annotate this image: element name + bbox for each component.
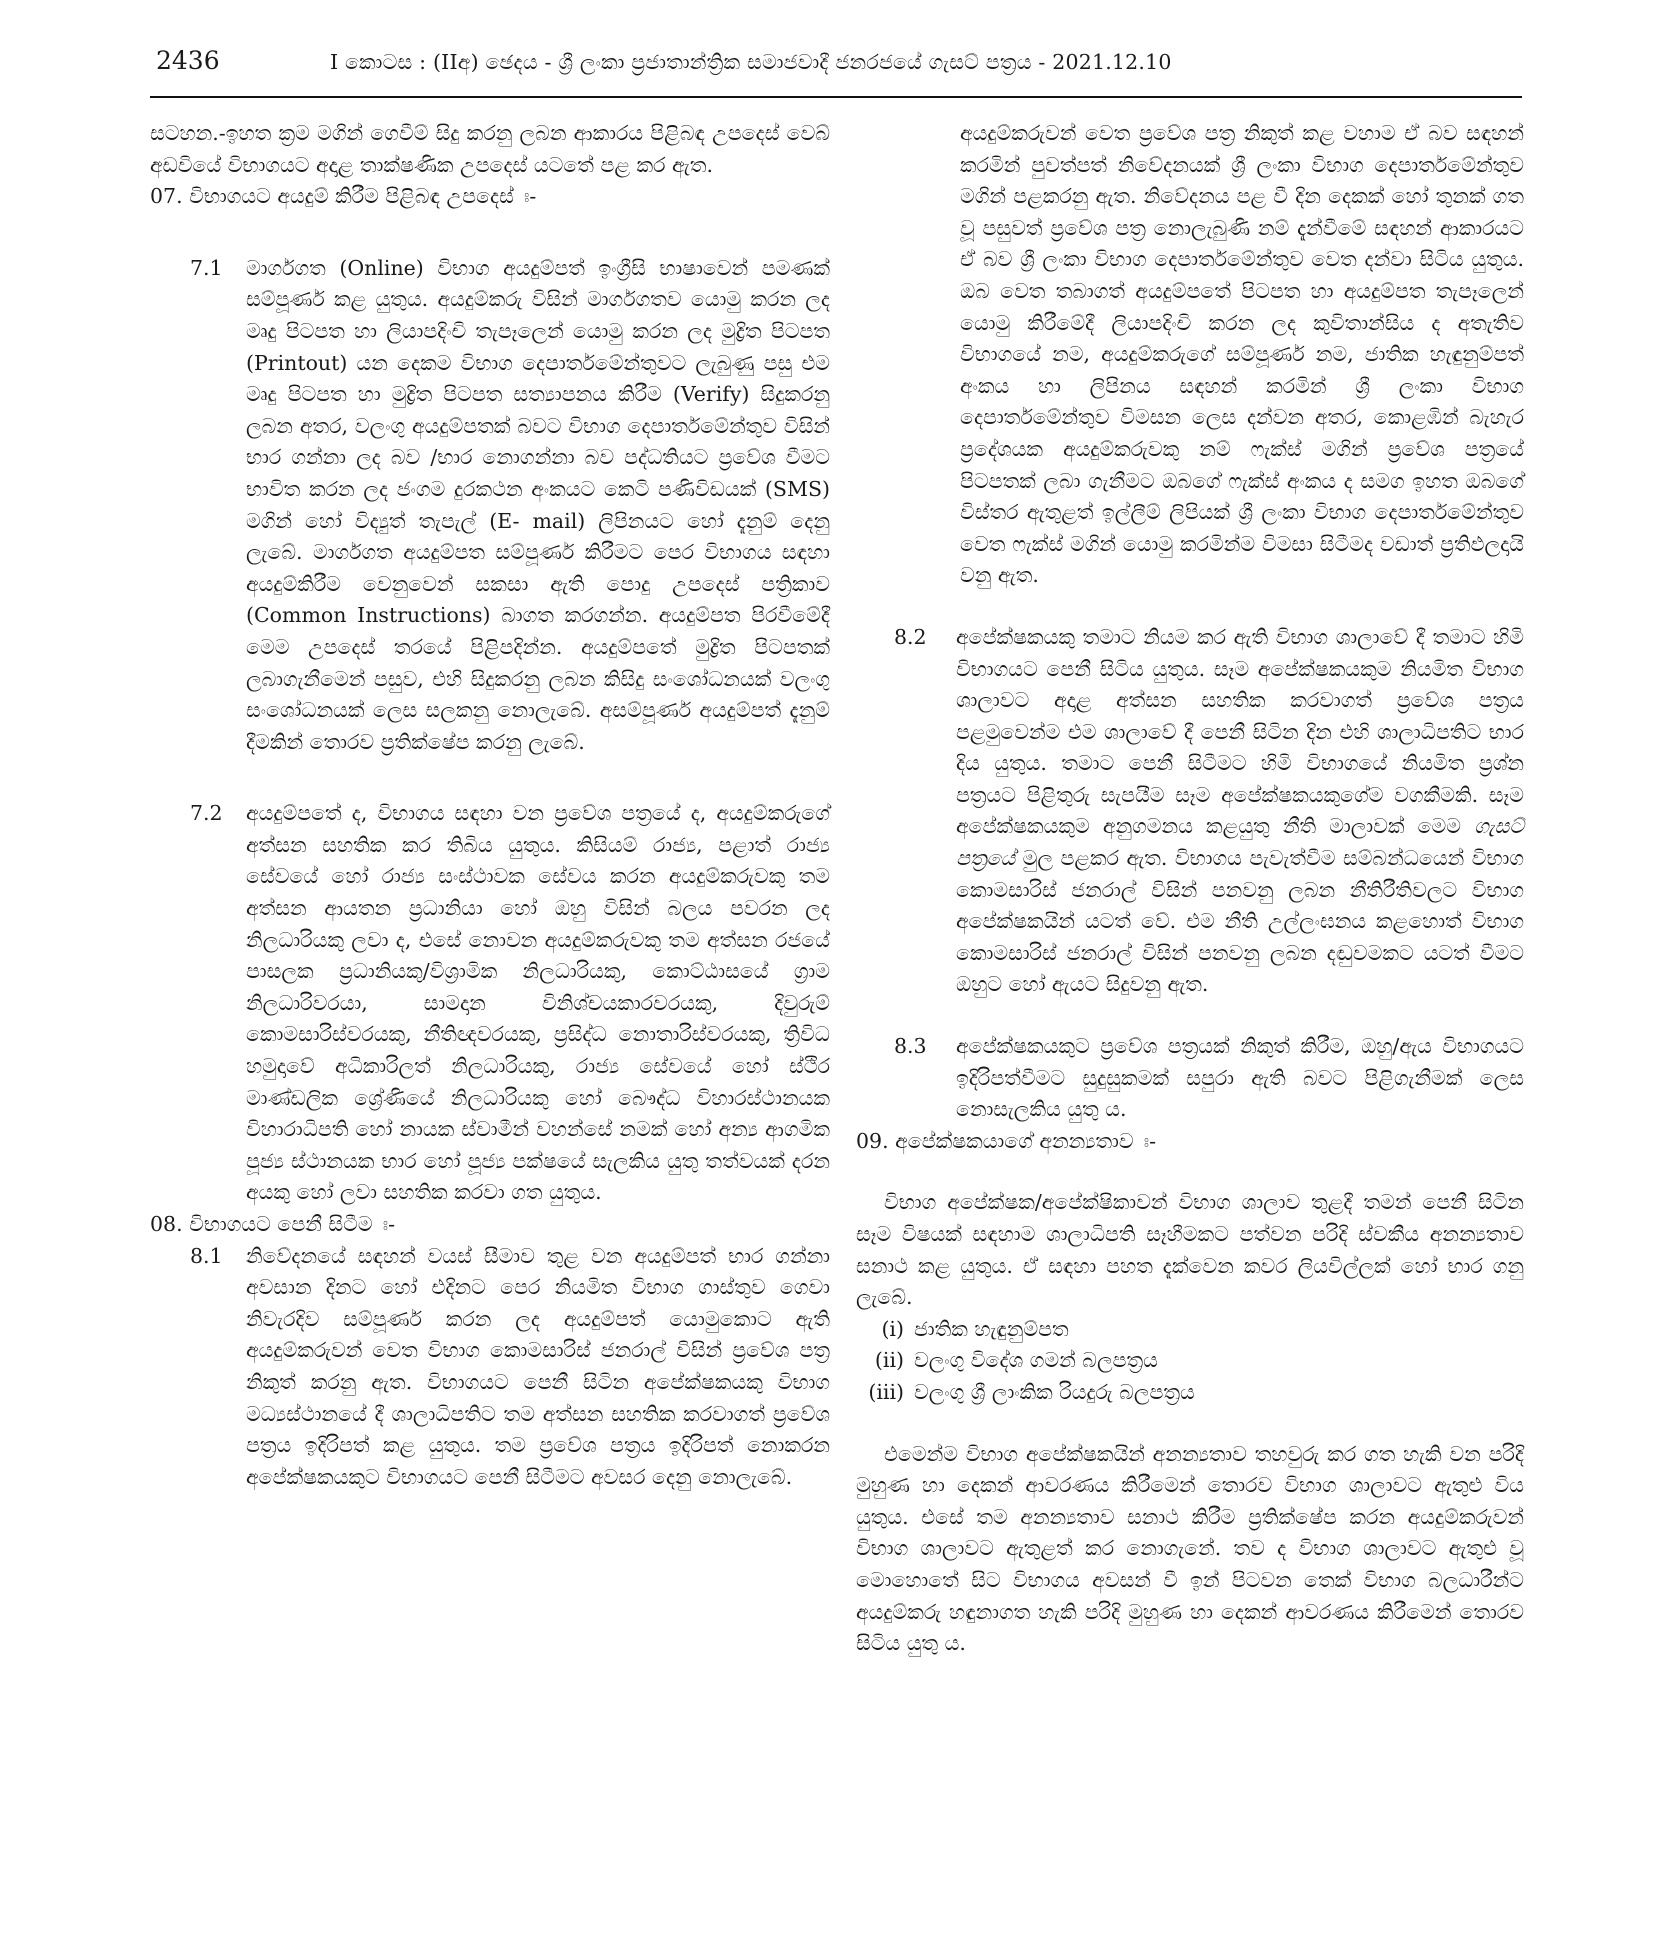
section-7-2 xyxy=(150,798,830,1209)
right-column xyxy=(856,118,1524,1660)
running-title: I කොටස : (IIඅ) ඡෙදය - ශ්‍රී ලංකා ප්‍රජාතාන්ත්‍රික සමාජවාදී ජනරජයේ ගැසට් පත්‍රය - 2021.12.10 xyxy=(330,50,1172,74)
section-08-heading: 08. විභාගයට පෙනී සිටීම ඃ- xyxy=(150,1212,395,1236)
section-8-3 xyxy=(856,1031,1524,1126)
left-column xyxy=(150,118,830,1493)
page-number: 2436 xyxy=(156,46,220,75)
section-text: අයදුම්කරුවන් වෙත ප්‍රවේශ පත්‍ර නිකුත් කළ වහාම ඒ බව සඳහන් කරමින් පුවත්පත් නිවේදනයක් ශ්‍රී ලංකා විභාග දෙපාර්තමේන්තුව මගින් පළකරනු ඇත. නිවේදනය පළ වී දින දෙකක් හෝ තුනක් ගත වූ පසුවත් ප්‍රවේශ පත්‍ර නොලැබුණි නම් දැන්වීමේ සඳහන් ආකාරයට ඒ බව ශ්‍රී ලංකා විභාග දෙපාර්තමේන්තුව වෙත දන්වා සිටිය යුතුය. ඔබ වෙත තබාගත් අයදුම්පතේ පිටපත හා අයදුම්පත තැපෑලෙන් යොමු කිරීමේදී ලියාපදිංචි කරන ලද කුවිතාන්සිය ද අතැතිව විභාගයේ නම, අයදුම්කරුගේ සම්පූර්ණ නම, ජාතික හැඳුනුම්පත් අංකය හා ලිපිනය සඳහන් කරමින් ශ්‍රී ලංකා විභාග දෙපාර්තමේන්තුව විමසන ලෙස දන්වන අතර, කොළඹින් බැහැර ප්‍රදේශයක අයදුම්කරුවකු නම් ෆැක්ස් මගින් ප්‍රවේශ පත්‍රයේ පිටපතක් ලබා ගැනීමට ඔබගේ ෆැක්ස් අංකය ද සමග ඉහත ඔබගේ විස්තර ඇතුළත් ඉල්ලීම් ලිපියක් ශ්‍රී ලංකා විභාග දෙපාර්තමේන්තුව වෙත ෆැක්ස් මගින් යොමු කරමින්ම විමසා සිටීමද වඩාත් ප්‍රතිඵලදායි වනු ඇත. xyxy=(960,121,1524,588)
section-number: 7.2 xyxy=(190,801,223,826)
identity-paragraph-2: එමෙන්ම විභාග අපේක්ෂකයින් අනන්‍යතාව තහවුරු කර ගත හැකි වන පරිදි මුහුණ හා දෙකන් ආවරණය කිරීමෙන් තොරව විභාග ශාලාවට ඇතුළු විය යුතුය. එසේ තම අනන්‍යතාව සනාථ කිරීම ප්‍රතික්ෂේප කරන අයදුම්කරුවන් විභාග ශාලාවට ඇතුළත් කර නොගැනේ. තව ද විභාග ශාලාවට ඇතුළු වූ මොහොතේ සිට විභාගය අවසන් වී ඉන් පිටවන තෙක් විභාග බලධාරීන්ට අයදුම්කරු හඳුනාගත හැකි පරිදි මුහුණ හා දෙකන් ආවරණය කිරීමෙන් තොරව සිටිය යුතු ය. xyxy=(856,1441,1524,1656)
header-rule xyxy=(150,96,1522,98)
section-text: අපේක්ෂකයකුට ප්‍රවේශ පත්‍රයක් නිකුත් කිරීම, ඔහු/ඇය විභාගයට ඉදිරිපත්වීමට සුදුසුකමක් සපුරා ඇති බවට පිළිගැනීමක් ලෙස නොසැලකිය යුතු ය. xyxy=(956,1034,1524,1122)
section-text: මාර්ගගත (Online) විභාග අයදුම්පත් ඉංග්‍රීසි භාෂාවෙන් පමණක් සම්පූර්ණ කළ යුතුය. අයදුම්කරු විසින් මාර්ගගතව යොමු කරන ලද මෘදු පිටපත හා ලියාපදිංචි තැපෑලෙන් යොමු කරන ලද මුද්‍රිත පිටපත (Printout) යන දෙකම විභාග දෙපාර්තමේන්තුවට ලැබුණු පසු එම මෘදු පිටපත හා මුද්‍රිත පිටපත සත්‍යාපනය කිරීම (Verify) සිදුකරනු ලබන අතර, වලංගු අයදුම්පතක් බවට විභාග දෙපාර්තමේන්තුව විසින් භාර ගන්නා ලද බව /භාර නොගන්නා බව පද්ධතියට ප්‍රවේශ වීමට භාවිත කරන ලද ජංගම දුරකථන අංකයට කෙටි පණිවිඩයක් (SMS) මගින් හෝ විද්‍යුත් තැපැල් (E- mail) ලිපිනයට හෝ දැනුම් දෙනු ලැබේ. මාර්ගගත අයදුම්පත සම්පූර්ණ කිරීමට පෙර විභාගය සඳහා අයදුම්කිරීම වෙනුවෙන් සකසා ඇති පොදු උපදෙස් පත්‍රිකාව (Common Instructions) බාගත කරගන්න. අයදුම්පත පිරවීමේදී මෙම උපදෙස් තරයේ පිළිපදින්න. අයදුම්පතේ මුද්‍රිත පිටපතක් ලබාගැනීමෙන් පසුව, එහි සිදුකරනු ලබන කිසිදු සංශෝධනයක් වලංගු සංශෝධනයක් ලෙස සලකනු නොලැබේ. අසම්පූර්ණ අයදුම්පත් දැනුම් දීමකින් තොරව ප්‍රතික්ෂේප කරනු ලැබේ. xyxy=(246,255,830,754)
section-text-b: මුල පළකර ඇත. විභාගය පැවැත්වීම සම්බන්ධයෙන් විභාග කොමසාරිස් ජනරාල් විසින් පනවනු ලබන නීතිරීතිවලට විභාග අපේක්ෂකයින් යටත් වේ. එම නීති උල්ලංඝනය කළහොත් විභාග කොමසාරිස් ජනරාල් විසින් පනවනු ලබන දඬුවමකට යටත් වීමට ඔහුට හෝ ඇයට සිදුවනු ඇත. xyxy=(956,846,1524,997)
section-7-1 xyxy=(150,253,830,759)
list-item: (ii) වලංගු විදේශ ගමන් බලපත්‍රය xyxy=(874,1348,1158,1373)
section-8-1-continued xyxy=(856,118,1524,592)
section-number: 8.2 xyxy=(894,624,927,649)
section-8-1 xyxy=(150,1241,830,1494)
section-8-2 xyxy=(856,622,1524,1001)
section-09-heading: 09. අපේක්ෂකයාගේ අනන්‍යතාව ඃ- xyxy=(856,1128,1156,1153)
section-number: 8.1 xyxy=(190,1243,223,1268)
gazette-emphasis: ගැසට් පත්‍රයේ xyxy=(956,814,1524,871)
payment-note: සටහන.-ඉහත ක්‍රම මගින් ගෙවීම් සිදු කරනු ලබන ආකාරය පිළිබඳ උපදෙස් වෙබ් අඩවියේ විභාගයට අදාළ තාක්ෂණික උපදෙස් යටතේ පළ කර ඇත. xyxy=(150,121,830,177)
page-header xyxy=(150,46,1520,96)
section-text: අයදුම්පතේ ද, විභාගය සඳහා වන ප්‍රවේශ පත්‍රයේ ද, අයදුම්කරුගේ අත්සන සහතික කර තිබිය යුතුය. කිසියම් රාජ්‍ය, පළාත් රාජ්‍ය සේවයේ හෝ රාජ්‍ය සංස්ථාවක සේවය කරන අයදුම්කරුවකු තම අත්සන ආයතන ප්‍රධානියා හෝ ඔහු විසින් බලය පවරන ලද නිලධාරියකු ලවා ද, එසේ නොවන අයදුම්කරුවකු තම අත්සන රජයේ පාසලක ප්‍රධානියකු/විශ්‍රාමික නිලධාරියකු, කොට්ඨාසයේ ග්‍රාම නිලධාරිවරයා, සාමදාන විනිශ්චයකාරවරයකු, දිවුරුම් කොමසාරිස්වරයකු, නීතිඥවරයකු, ප්‍රසිද්ධ නොතාරිස්වරයකු, ත්‍රිවිධ හමුදාවේ අධිකාරිලත් නිලධාරියකු, රාජ්‍ය සේවයේ හෝ ස්ථිර මාණ්ඩලික ශ්‍රේණියේ නිලධාරියකු හෝ බෞද්ධ විහාරස්ථානයක විහාරාධිපති හෝ නායක ස්වාමීන් වහන්සේ නමක් හෝ අන්‍ය ආගමික පූජ්‍ය ස්ථානයක භාර හෝ පූජ්‍ය පක්ෂයේ සැලකිය යුතු තත්වයක් දරන අයකු හෝ ලවා සහතික කරවා ගත යුතුය. xyxy=(246,801,830,1205)
section-number: 8.3 xyxy=(894,1034,927,1059)
id-document-list xyxy=(856,1314,1524,1409)
list-item: (iii) වලංගු ශ්‍රී ලාංකික රියදුරු බලපත්‍රය xyxy=(868,1379,1195,1404)
section-07-heading: 07. විභාගයට අයදුම් කිරීම පිළිබඳ උපදෙස් ඃ- xyxy=(150,184,537,209)
section-text-a: අපේක්ෂකයකු තමාට නියම කර ඇති විභාග ශාලාවේ දී තමාට හිමි විභාගයට පෙනී සිටිය යුතුය. සෑම අපේක්ෂකයකුම නියමිත විභාග ශාලාවට අදාළ අත්සන සහතික කරවාගත් ප්‍රවේශ පත්‍රය පළමුවෙන්ම එම ශාලාවේ දී පෙනී සිටින දින එහි ශාලාධිපතිට භාර දිය යුතුය. තමාට පෙනී සිටීමට හිමි විභාගයේ නියමිත ප්‍රශ්න පත්‍රයට පිළිතුරු සැපයීම සෑම අපේක්ෂකයකුගේම වගකීමකි. සෑම අපේක්ෂකයකුම අනුගමනය කළයුතු නීති මාලාවක් මෙම xyxy=(956,624,1524,839)
identity-paragraph-1: විභාග අපේක්ෂක/අපේක්ෂිකාවන් විභාග ශාලාව තුළදී තමන් පෙනී සිටින සෑම විෂයක් සඳහාම ශාලාධිපති සෑහීමකට පත්වන පරිදි ස්වකීය අනන්‍යතාව සනාථ කළ යුතුය. ඒ සඳහා පහත දැක්වෙන කවර ලියවිල්ලක් හෝ භාර ගනු ලැබේ. xyxy=(856,1190,1524,1310)
list-item: (i) ජාතික හැඳුනුම්පත xyxy=(881,1316,1069,1341)
section-number: 7.1 xyxy=(190,255,223,280)
section-text: නිවේදනයේ සඳහන් වයස් සීමාව තුළ වන අයදුම්පත් භාර ගන්නා අවසාන දිනට හෝ එදිනට පෙර නියමිත විභාග ගාස්තුව ගෙවා නිවැරදිව සම්පූර්ණ කරන ලද අයදුම්පත් යොමුකොට ඇති අයදුම්කරුවන් වෙත විභාග කොමසාරිස් ජනරාල් විසින් ප්‍රවේශ පත්‍ර නිකුත් කරනු ඇත. විභාගයට පෙනී සිටින අපේක්ෂකයකු විභාග මධ්‍යස්ථානයේ දී ශාලාධිපතිට තම අත්සන සහතික කරවාගත් ප්‍රවේශ පත්‍රය ඉදිරිපත් කළ යුතුය. තම ප්‍රවේශ පත්‍රය ඉදිරිපත් නොකරන අපේක්ෂකයකුට විභාගයට පෙනී සිටීමට අවසර දෙනු නොලැබේ. xyxy=(246,1243,830,1489)
